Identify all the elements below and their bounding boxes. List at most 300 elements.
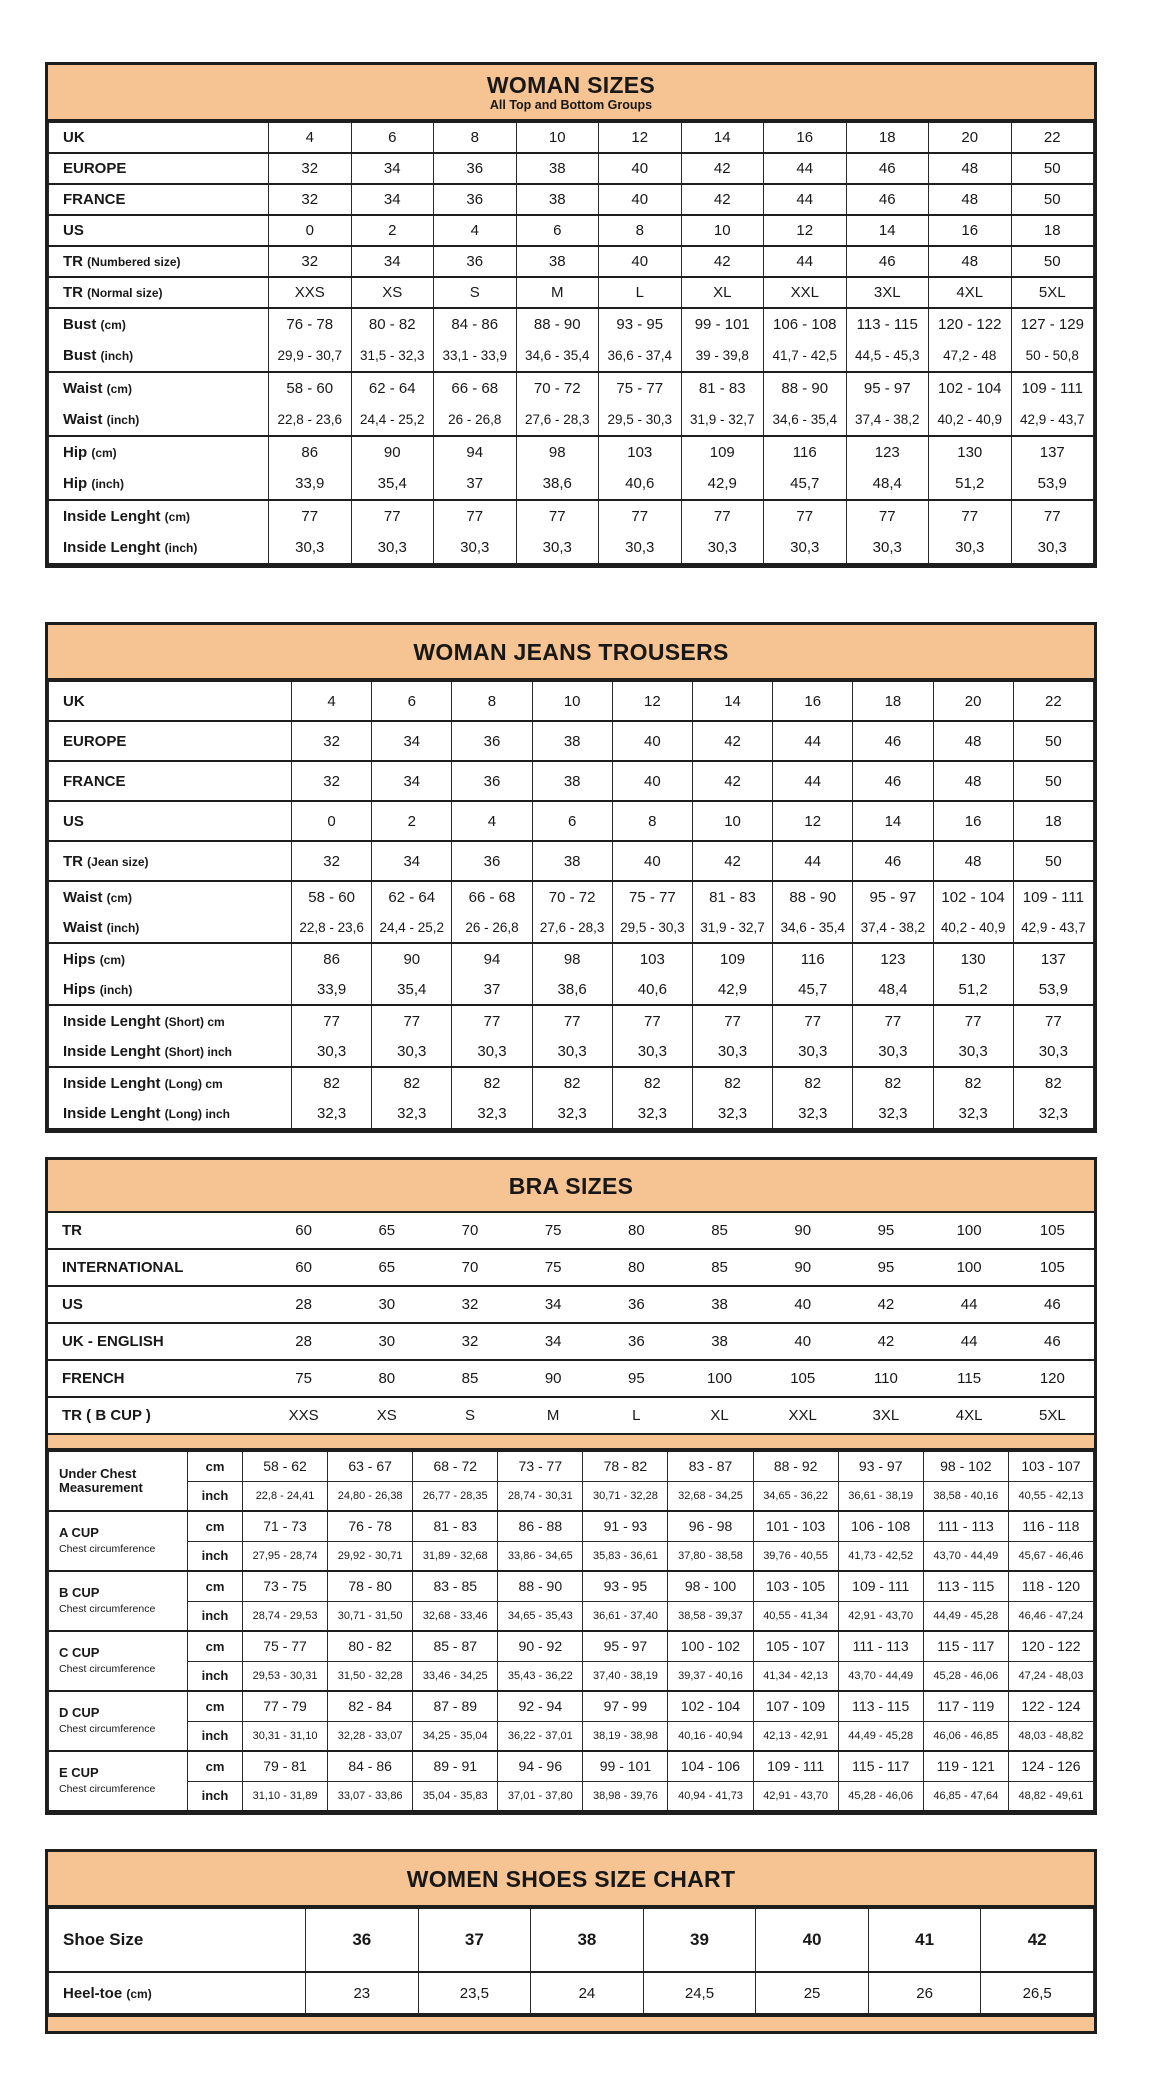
size-cell: 42,91 - 43,70 [838, 1601, 923, 1631]
size-cell: 32,28 - 33,07 [328, 1721, 413, 1751]
size-cell: 78 - 82 [583, 1451, 668, 1481]
size-cell: 77 [292, 1005, 372, 1036]
size-cell: 35,83 - 36,61 [583, 1541, 668, 1571]
size-cell: 5XL [1011, 277, 1094, 308]
size-cell: 30,3 [452, 1036, 532, 1067]
separator-strip [48, 1435, 1094, 1450]
size-cell: 2 [372, 801, 452, 841]
row-label: Hips (cm) [49, 943, 292, 974]
table-row [49, 912, 1094, 943]
bra-sizes-table [45, 1157, 1097, 1815]
size-cell: 44,49 - 45,28 [923, 1601, 1008, 1631]
size-cell: 14 [853, 801, 933, 841]
size-cell: 18 [1013, 801, 1093, 841]
size-cell: 32 [269, 153, 352, 184]
size-cell: 116 - 118 [1008, 1511, 1093, 1541]
size-cell: 34 [351, 246, 434, 277]
size-cell: 35,43 - 36,22 [498, 1661, 583, 1691]
size-cell: 40,55 - 41,34 [753, 1601, 838, 1631]
size-cell: 42 [692, 761, 772, 801]
size-cell: 40 [599, 184, 682, 215]
size-cell: 32,3 [773, 1098, 853, 1129]
size-cell: 116 [764, 436, 847, 468]
size-cell: 123 [846, 436, 929, 468]
size-cell: 40,6 [599, 468, 682, 500]
size-cell: 16 [773, 681, 853, 721]
jeans-trousers-table [45, 622, 1097, 1133]
size-cell: 44 [764, 184, 847, 215]
size-cell: 38,6 [516, 468, 599, 500]
size-cell: 77 [773, 1005, 853, 1036]
size-cell: 111 - 113 [923, 1511, 1008, 1541]
size-cell: 0 [292, 801, 372, 841]
size-cell: 75 [262, 1360, 345, 1397]
size-cell: 80 - 82 [351, 308, 434, 340]
row-label: Inside Lenght (inch) [49, 532, 269, 564]
size-cell: 77 [269, 500, 352, 532]
size-cell: 44 [773, 721, 853, 761]
size-cell: XXS [269, 277, 352, 308]
size-cell: 130 [933, 943, 1013, 974]
size-cell: 77 [351, 500, 434, 532]
size-cell: 4 [269, 122, 352, 153]
table-row [49, 1781, 1094, 1811]
row-label: Waist (inch) [49, 912, 292, 943]
size-cell: 30,3 [692, 1036, 772, 1067]
section-gap [45, 1815, 1164, 1849]
size-cell: 117 - 119 [923, 1691, 1008, 1721]
row-label: Inside Lenght (cm) [49, 500, 269, 532]
shoes-size-table [45, 1849, 1097, 2034]
size-cell: 100 [928, 1213, 1011, 1249]
size-cell: 122 - 124 [1008, 1691, 1093, 1721]
size-cell: 30 [345, 1286, 428, 1323]
cup-row-label: B CUP Chest circumference [49, 1571, 188, 1631]
size-cell: 101 - 103 [753, 1511, 838, 1541]
size-cell: 120 [1011, 1360, 1094, 1397]
size-cell: 38 [516, 153, 599, 184]
size-cell: 98 [516, 436, 599, 468]
size-cell: 111 - 113 [838, 1631, 923, 1661]
size-cell: 44,49 - 45,28 [838, 1721, 923, 1751]
table-row [49, 1661, 1094, 1691]
size-cell: 88 - 90 [764, 372, 847, 404]
table-row [49, 841, 1094, 881]
size-cell: 40,6 [612, 974, 692, 1005]
size-cell: 12 [599, 122, 682, 153]
size-cell: M [516, 277, 599, 308]
row-label: Waist (cm) [49, 372, 269, 404]
size-cell: 30,3 [933, 1036, 1013, 1067]
size-cell: 23,5 [418, 1972, 531, 2014]
row-label: EUROPE [49, 153, 269, 184]
size-cell: 80 [345, 1360, 428, 1397]
size-cell: 120 - 122 [1008, 1631, 1093, 1661]
size-cell: 93 - 95 [599, 308, 682, 340]
size-cell: 32,3 [1013, 1098, 1093, 1129]
woman-sizes-header [48, 65, 1094, 121]
size-cell: 82 [1013, 1067, 1093, 1098]
size-cell: 36 [595, 1323, 678, 1360]
size-cell: 32 [428, 1323, 511, 1360]
size-cell: 32,68 - 34,25 [668, 1481, 753, 1511]
size-cell: 77 [1013, 1005, 1093, 1036]
size-cell: 42 [981, 1908, 1094, 1972]
size-cell: 102 - 104 [668, 1691, 753, 1721]
size-cell: 86 [292, 943, 372, 974]
cup-row-label: Under Chest Measurement [49, 1451, 188, 1511]
size-cell: 30,3 [516, 532, 599, 564]
size-cell: 36 [306, 1908, 419, 1972]
size-cell: 38 [678, 1323, 761, 1360]
size-cell: 10 [516, 122, 599, 153]
size-cell: 46 [853, 761, 933, 801]
size-cell: 30,3 [292, 1036, 372, 1067]
size-cell: 105 - 107 [753, 1631, 838, 1661]
size-cell: 53,9 [1011, 468, 1094, 500]
size-cell: 37,4 - 38,2 [853, 912, 933, 943]
size-cell: 77 [929, 500, 1012, 532]
size-cell: 34,65 - 36,22 [753, 1481, 838, 1511]
unit-label: inch [188, 1481, 243, 1511]
size-cell: 109 - 111 [1013, 881, 1093, 912]
size-cell: 75 - 77 [243, 1631, 328, 1661]
bra-title: BRA SIZES [508, 1173, 634, 1199]
size-cell: 77 [612, 1005, 692, 1036]
size-cell: 92 - 94 [498, 1691, 583, 1721]
size-cell: 77 [764, 500, 847, 532]
size-cell: 98 - 102 [923, 1451, 1008, 1481]
size-cell: 88 - 90 [773, 881, 853, 912]
row-label: INTERNATIONAL [48, 1249, 262, 1286]
size-cell: 115 - 117 [838, 1751, 923, 1781]
size-cell: 33,9 [292, 974, 372, 1005]
size-cell: 50 [1011, 184, 1094, 215]
table-row [49, 943, 1094, 974]
table-row [49, 153, 1094, 184]
size-cell: 41 [868, 1908, 981, 1972]
size-cell: 46 [846, 184, 929, 215]
table-row [49, 881, 1094, 912]
size-cell: 84 - 86 [434, 308, 517, 340]
size-cell: 113 - 115 [846, 308, 929, 340]
size-cell: 58 - 62 [243, 1451, 328, 1481]
row-label: Bust (inch) [49, 340, 269, 372]
size-cell: 22,8 - 24,41 [243, 1481, 328, 1511]
table-row [49, 1571, 1094, 1601]
shoes-title: WOMEN SHOES SIZE CHART [406, 1866, 736, 1892]
size-cell: 48 [933, 761, 1013, 801]
size-cell: 82 [853, 1067, 933, 1098]
size-cell: 103 [612, 943, 692, 974]
size-cell: 106 - 108 [764, 308, 847, 340]
size-cell: 37,4 - 38,2 [846, 404, 929, 436]
size-cell: 46 [846, 153, 929, 184]
size-cell: 36 [434, 184, 517, 215]
size-cell: 95 [844, 1249, 927, 1286]
table-row [49, 468, 1094, 500]
size-cell: 38,58 - 40,16 [923, 1481, 1008, 1511]
row-label: Inside Lenght (Short) cm [49, 1005, 292, 1036]
cup-row-label: A CUP Chest circumference [49, 1511, 188, 1571]
size-cell: 30,3 [434, 532, 517, 564]
size-cell: 86 - 88 [498, 1511, 583, 1541]
size-cell: 6 [516, 215, 599, 246]
size-cell: 41,34 - 42,13 [753, 1661, 838, 1691]
size-cell: 5XL [1011, 1397, 1094, 1434]
size-cell: 36,22 - 37,01 [498, 1721, 583, 1751]
size-cell: 27,6 - 28,3 [532, 912, 612, 943]
size-cell: 26 - 26,8 [452, 912, 532, 943]
size-cell: 120 - 122 [929, 308, 1012, 340]
size-cell: 31,89 - 32,68 [413, 1541, 498, 1571]
size-cell: 4 [434, 215, 517, 246]
size-cell: 37 [418, 1908, 531, 1972]
size-cell: 97 - 99 [583, 1691, 668, 1721]
table-row [49, 404, 1094, 436]
table-row [48, 1360, 1094, 1397]
size-cell: 40,2 - 40,9 [929, 404, 1012, 436]
table-row [48, 1286, 1094, 1323]
row-label: Hip (inch) [49, 468, 269, 500]
size-cell: 38,19 - 38,98 [583, 1721, 668, 1751]
size-cell: 51,2 [929, 468, 1012, 500]
size-cell: 43,70 - 44,49 [838, 1661, 923, 1691]
size-cell: 36 [452, 761, 532, 801]
size-cell: 38,6 [532, 974, 612, 1005]
woman-sizes-subtitle: All Top and Bottom Groups [489, 98, 653, 112]
size-cell: 60 [262, 1249, 345, 1286]
size-cell: S [434, 277, 517, 308]
size-cell: 39 - 39,8 [681, 340, 764, 372]
table-row [49, 436, 1094, 468]
size-cell: 38 [516, 246, 599, 277]
size-cell: 62 - 64 [351, 372, 434, 404]
size-cell: 32,3 [292, 1098, 372, 1129]
size-cell: 30,3 [846, 532, 929, 564]
size-cell: 42 [681, 246, 764, 277]
size-cell: 47,24 - 48,03 [1008, 1661, 1093, 1691]
size-cell: 82 [292, 1067, 372, 1098]
table-row [49, 122, 1094, 153]
size-cell: 63 - 67 [328, 1451, 413, 1481]
row-label: UK - ENGLISH [48, 1323, 262, 1360]
size-cell: 42,9 [692, 974, 772, 1005]
size-cell: 38,58 - 39,37 [668, 1601, 753, 1631]
size-cell: 46,06 - 46,85 [923, 1721, 1008, 1751]
size-cell: 39,37 - 40,16 [668, 1661, 753, 1691]
size-cell: 33,46 - 34,25 [413, 1661, 498, 1691]
size-cell: 40 [761, 1323, 844, 1360]
size-cell: 40 [761, 1286, 844, 1323]
size-cell: 3XL [846, 277, 929, 308]
size-cell: 113 - 115 [923, 1571, 1008, 1601]
size-cell: 30,71 - 31,50 [328, 1601, 413, 1631]
table-row [49, 1721, 1094, 1751]
table-row [49, 1067, 1094, 1098]
size-cell: 36 [452, 721, 532, 761]
size-cell: 83 - 87 [668, 1451, 753, 1481]
size-cell: 42 [692, 841, 772, 881]
size-cell: 30,3 [764, 532, 847, 564]
size-cell: 48 [933, 721, 1013, 761]
row-label: Shoe Size [49, 1908, 306, 1972]
size-cell: 82 [773, 1067, 853, 1098]
size-cell: 34 [372, 841, 452, 881]
size-cell: 29,9 - 30,7 [269, 340, 352, 372]
size-cell: 70 [428, 1213, 511, 1249]
size-cell: 95 - 97 [853, 881, 933, 912]
size-cell: 44 [773, 841, 853, 881]
size-cell: 8 [612, 801, 692, 841]
size-cell: 103 [599, 436, 682, 468]
size-cell: 33,9 [269, 468, 352, 500]
size-cell: 45,28 - 46,06 [923, 1661, 1008, 1691]
size-cell: 31,5 - 32,3 [351, 340, 434, 372]
size-cell: 82 [612, 1067, 692, 1098]
size-cell: 82 - 84 [328, 1691, 413, 1721]
size-cell: 30,3 [929, 532, 1012, 564]
size-cell: 18 [1011, 215, 1094, 246]
size-cell: 106 - 108 [838, 1511, 923, 1541]
size-cell: 102 - 104 [933, 881, 1013, 912]
size-cell: 77 [532, 1005, 612, 1036]
size-cell: 60 [262, 1213, 345, 1249]
size-cell: 95 - 97 [846, 372, 929, 404]
table-row [49, 372, 1094, 404]
size-cell: 77 [516, 500, 599, 532]
row-label: TR (Normal size) [49, 277, 269, 308]
size-cell: 50 [1013, 841, 1093, 881]
size-cell: 31,9 - 32,7 [692, 912, 772, 943]
size-cell: 77 - 79 [243, 1691, 328, 1721]
row-label: US [49, 215, 269, 246]
size-cell: 77 [1011, 500, 1094, 532]
size-cell: 14 [846, 215, 929, 246]
size-cell: 4XL [929, 277, 1012, 308]
table-row [49, 246, 1094, 277]
table-row [49, 1541, 1094, 1571]
size-cell: 48 [929, 153, 1012, 184]
size-cell: 137 [1013, 943, 1093, 974]
size-cell: 30,3 [1013, 1036, 1093, 1067]
size-cell: 10 [681, 215, 764, 246]
size-cell: 77 [933, 1005, 1013, 1036]
row-label: FRANCE [49, 184, 269, 215]
size-cell: 18 [853, 681, 933, 721]
size-cell: 14 [692, 681, 772, 721]
size-cell: 30,3 [372, 1036, 452, 1067]
size-cell: 34,65 - 35,43 [498, 1601, 583, 1631]
size-cell: 29,5 - 30,3 [599, 404, 682, 436]
bra-header [48, 1160, 1094, 1213]
woman-sizes-grid [48, 121, 1094, 565]
unit-label: inch [188, 1721, 243, 1751]
size-cell: 104 - 106 [668, 1751, 753, 1781]
size-cell: 46,85 - 47,64 [923, 1781, 1008, 1811]
size-cell: 34,6 - 35,4 [773, 912, 853, 943]
size-cell: 35,04 - 35,83 [413, 1781, 498, 1811]
row-label: Hip (cm) [49, 436, 269, 468]
row-label: UK [49, 122, 269, 153]
size-cell: 100 [678, 1360, 761, 1397]
size-cell: L [595, 1397, 678, 1434]
size-cell: 30,3 [599, 532, 682, 564]
size-cell: 118 - 120 [1008, 1571, 1093, 1601]
size-cell: 48 [929, 184, 1012, 215]
size-cell: 42,9 - 43,7 [1013, 912, 1093, 943]
size-cell: 77 [372, 1005, 452, 1036]
size-cell: 8 [599, 215, 682, 246]
size-cell: 38 [532, 721, 612, 761]
cup-row-label: E CUP Chest circumference [49, 1751, 188, 1811]
jeans-header [48, 625, 1094, 680]
size-cell: 8 [452, 681, 532, 721]
size-cell: 85 [678, 1213, 761, 1249]
size-cell: 38 [532, 841, 612, 881]
size-cell: 32,3 [853, 1098, 933, 1129]
size-cell: 107 - 109 [753, 1691, 838, 1721]
size-cell: 3XL [844, 1397, 927, 1434]
bra-cup-grid [48, 1450, 1094, 1812]
row-label: Bust (cm) [49, 308, 269, 340]
size-cell: 23 [306, 1972, 419, 2014]
size-cell: 38 [532, 761, 612, 801]
size-cell: 70 - 72 [516, 372, 599, 404]
size-cell: 40,16 - 40,94 [668, 1721, 753, 1751]
size-cell: 66 - 68 [452, 881, 532, 912]
size-cell: 32,3 [372, 1098, 452, 1129]
size-cell: 105 [1011, 1213, 1094, 1249]
size-cell: 98 - 100 [668, 1571, 753, 1601]
size-cell: 103 - 105 [753, 1571, 838, 1601]
size-cell: M [512, 1397, 595, 1434]
size-cell: 73 - 75 [243, 1571, 328, 1601]
size-cell: 137 [1011, 436, 1094, 468]
size-cell: 26 [868, 1972, 981, 2014]
cup-row-label: C CUP Chest circumference [49, 1631, 188, 1691]
row-label: Inside Lenght (Long) cm [49, 1067, 292, 1098]
size-cell: 40,94 - 41,73 [668, 1781, 753, 1811]
size-cell: 77 [681, 500, 764, 532]
table-row [49, 1005, 1094, 1036]
row-label: US [49, 801, 292, 841]
size-cell: 32 [269, 184, 352, 215]
size-cell: 32,3 [452, 1098, 532, 1129]
size-cell: 34 [351, 153, 434, 184]
cup-row-label: D CUP Chest circumference [49, 1691, 188, 1751]
size-cell: 30,3 [612, 1036, 692, 1067]
table-row [49, 1691, 1094, 1721]
size-cell: 47,2 - 48 [929, 340, 1012, 372]
table-row [49, 1908, 1094, 1972]
size-cell: 16 [933, 801, 1013, 841]
size-cell: 43,70 - 44,49 [923, 1541, 1008, 1571]
size-cell: 42 [844, 1323, 927, 1360]
woman-sizes-table [45, 62, 1097, 568]
size-cell: 34 [512, 1323, 595, 1360]
size-cell: 70 - 72 [532, 881, 612, 912]
table-row [49, 681, 1094, 721]
size-cell: 4 [452, 801, 532, 841]
shoes-grid [48, 1907, 1094, 2015]
size-cell: 77 [599, 500, 682, 532]
table-row [48, 1249, 1094, 1286]
size-cell: 77 [853, 1005, 933, 1036]
row-label: TR [48, 1213, 262, 1249]
size-cell: 109 - 111 [1011, 372, 1094, 404]
size-cell: 45,7 [764, 468, 847, 500]
